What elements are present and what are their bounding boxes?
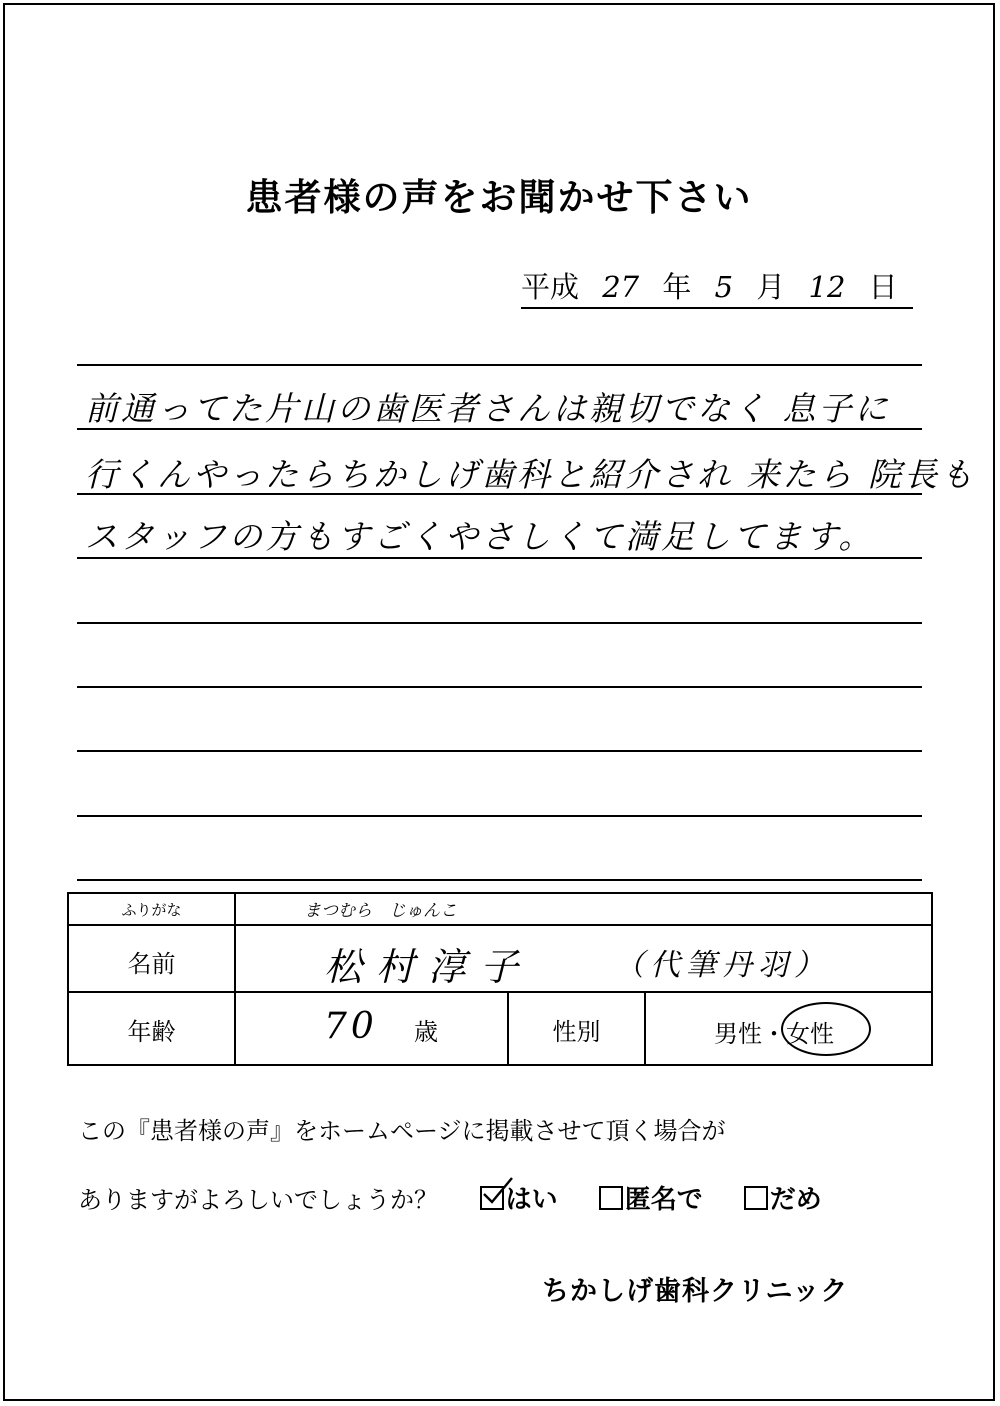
age-label: 年齢 xyxy=(127,1018,176,1046)
consent-question-line-1: この『患者様の声』をホームページに掲載させて頂く場合が xyxy=(78,1117,726,1145)
consent-option-yes-label: はい xyxy=(505,1185,558,1215)
gender-separator: ・ xyxy=(762,1020,786,1048)
name-label: 名前 xyxy=(127,950,176,978)
form-title: 患者様の声をお聞かせ下さい xyxy=(245,176,753,219)
table-divider xyxy=(644,991,646,1064)
table-divider xyxy=(69,924,931,926)
checkbox-icon[interactable] xyxy=(599,1186,623,1210)
date-era: 平成 xyxy=(521,270,580,304)
age-value: 70 xyxy=(324,1006,378,1047)
consent-option-no-label: だめ xyxy=(769,1185,822,1215)
ruled-line xyxy=(77,686,922,688)
table-divider xyxy=(69,991,931,993)
date-year-unit: 年 xyxy=(662,270,692,304)
comment-line-2: 行くんやったらちかしげ歯科と紹介され 来たら 院長も xyxy=(85,455,976,494)
clinic-name: ちかしげ歯科クリニック xyxy=(542,1276,849,1307)
comment-line-1: 前通ってた片山の歯医者さんは親切でなく 息子に xyxy=(85,389,891,428)
date-month: 5 xyxy=(714,270,734,304)
checkbox-checked-icon[interactable] xyxy=(480,1186,504,1210)
name-note: （代筆丹羽） xyxy=(614,948,830,983)
consent-option-no[interactable] xyxy=(744,1185,822,1215)
ruled-line xyxy=(77,815,922,817)
date-month-unit: 月 xyxy=(756,270,786,304)
gender-male-option[interactable]: 男性 xyxy=(714,1020,762,1048)
consent-option-yes[interactable] xyxy=(480,1185,567,1215)
table-divider xyxy=(234,894,236,1064)
ruled-line xyxy=(77,622,922,624)
age-unit: 歳 xyxy=(414,1018,438,1046)
patient-info-table xyxy=(67,892,933,1066)
consent-option-anonymous[interactable] xyxy=(599,1185,712,1215)
comment-line-3: スタッフの方もすごくやさしくて満足してます。 xyxy=(85,517,875,556)
female-selected-circle xyxy=(781,1002,871,1056)
consent-question-line-2-text: ありますがよろしいでしょうか？ xyxy=(78,1186,438,1214)
furigana-value: まつむら じゅんこ xyxy=(304,901,457,921)
survey-sheet xyxy=(3,3,995,1401)
gender-label: 性別 xyxy=(552,1018,601,1046)
consent-option-anonymous-label: 匿名で xyxy=(624,1185,703,1215)
date-field xyxy=(521,267,913,309)
date-day-unit: 日 xyxy=(868,270,898,304)
ruled-line xyxy=(77,364,922,366)
ruled-line xyxy=(77,879,922,881)
checkbox-icon[interactable] xyxy=(744,1186,768,1210)
furigana-label: ふりがな xyxy=(121,901,182,919)
date-year: 27 xyxy=(602,270,640,304)
gender-female-option[interactable]: 女性 xyxy=(786,1020,834,1048)
ruled-line xyxy=(77,750,922,752)
consent-question-line-2 xyxy=(78,1179,822,1216)
date-day: 12 xyxy=(808,270,846,304)
name-value: 松村淳子 xyxy=(324,945,533,989)
